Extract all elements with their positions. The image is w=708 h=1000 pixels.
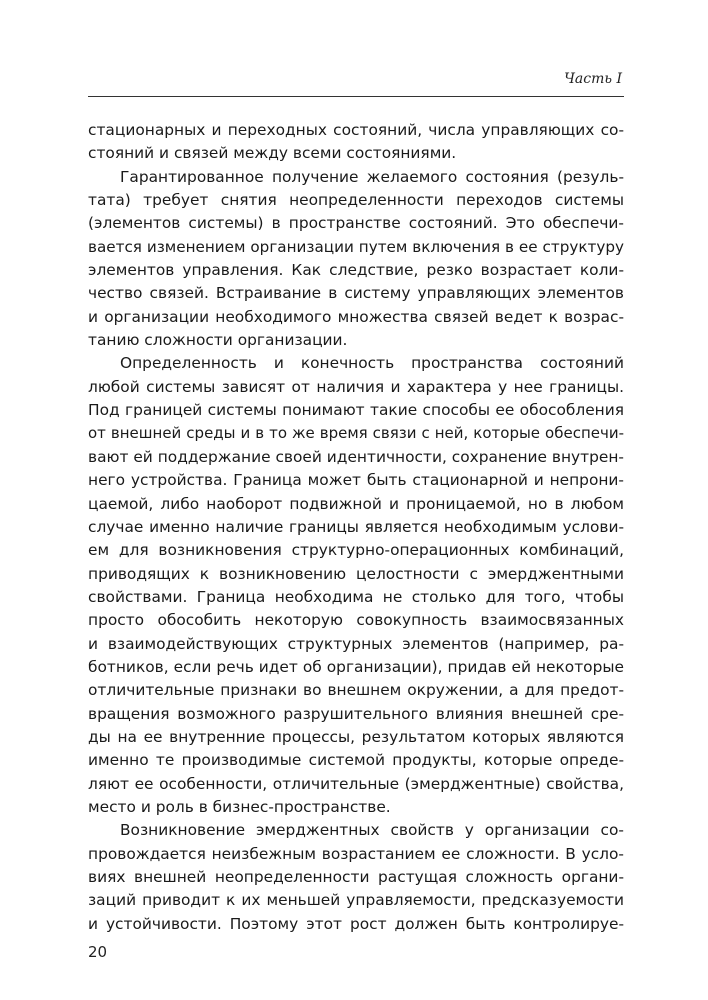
text-line: ды на ее внутренние процессы, результатом которых являются [88, 727, 624, 746]
text-line: просто обособить некоторую совокупность взаимосвязанных [88, 611, 624, 630]
text-line: чество связей. Встраивание в систему управляющих элементов [88, 284, 624, 303]
text-line: и устойчивости. Поэтому этот рост должен быть контролируе- [88, 914, 624, 933]
text-line: ем для возникновения структурно-операционных комбинаций, [88, 541, 624, 560]
text-line: отличительные признаки во внешнем окружении, а для предот- [88, 681, 624, 700]
text-line: ботников, если речь идет об организации), придав ей некоторые [88, 657, 624, 676]
text-line: стационарных и переходных состояний, числа управляющих со- [88, 121, 624, 139]
text-line: вается изменением организации путем включения в ее структуру [88, 237, 624, 256]
text-line: именно те производимые системой продукты, которые опреде- [88, 751, 624, 770]
text-line: Определенность и конечность пространства состояний [120, 354, 624, 373]
paragraph [88, 819, 624, 936]
text-line: свойствами. Граница необходима не столько для того, чтобы [88, 587, 624, 606]
text-line: элементов управления. Как следствие, резко возрастает коли- [88, 261, 624, 280]
text-line: приводящих к возникновению целостности с эмерджентными [88, 564, 624, 583]
text-line: Возникновение эмерджентных свойств у организации со- [120, 821, 624, 840]
text-line: и организации необходимого множества связей ведет к возрас- [88, 307, 624, 326]
text-line: место и роль в бизнес-пространстве. [88, 797, 391, 816]
header-rule [88, 96, 624, 97]
text-line: Гарантированное получение желаемого состояния (резуль- [120, 167, 624, 186]
text-line: случае именно наличие границы является необходимым услови- [88, 517, 624, 536]
paragraph [88, 166, 624, 353]
paragraph [88, 352, 624, 819]
text-line: вают ей поддержание своей идентичности, сохранение внутрен- [88, 447, 624, 466]
text-line: танию сложности организации. [88, 331, 348, 350]
page-number: 20 [88, 943, 108, 961]
text-line: него устройства. Граница может быть стационарной и непрони- [88, 471, 624, 490]
text-line: любой системы зависят от наличия и характера у нее границы. [88, 377, 624, 396]
running-header: Часть I [564, 71, 622, 87]
text-line: тата) требует снятия неопределенности переходов системы [88, 191, 624, 210]
paragraph [88, 119, 624, 166]
text-line: и взаимодействующих структурных элементов (например, ра- [88, 634, 624, 653]
text-line: заций приводит к их меньшей управляемости, предсказуемости [88, 891, 624, 910]
text-line: виях внешней неопределенности растущая сложность органи- [88, 868, 624, 886]
text-line: стояний и связей между всеми состояниями. [88, 144, 457, 163]
text-line: цаемой, либо наоборот подвижной и проницаемой, но в любом [88, 494, 624, 513]
text-line: от внешней среды и в то же время связи с ней, которые обеспечи- [88, 424, 624, 443]
text-line: ляют ее особенности, отличительные (эмерджентные) свойства, [88, 774, 624, 793]
text-line: Под границей системы понимают такие способы ее обособления [88, 401, 624, 420]
body-text [88, 119, 624, 936]
text-line: вращения возможного разрушительного влияния внешней сре- [88, 704, 624, 723]
text-line: провождается неизбежным возрастанием ее сложности. В усло- [88, 844, 624, 863]
text-line: (элементов системы) в пространстве состояний. Это обеспечи- [88, 214, 624, 233]
